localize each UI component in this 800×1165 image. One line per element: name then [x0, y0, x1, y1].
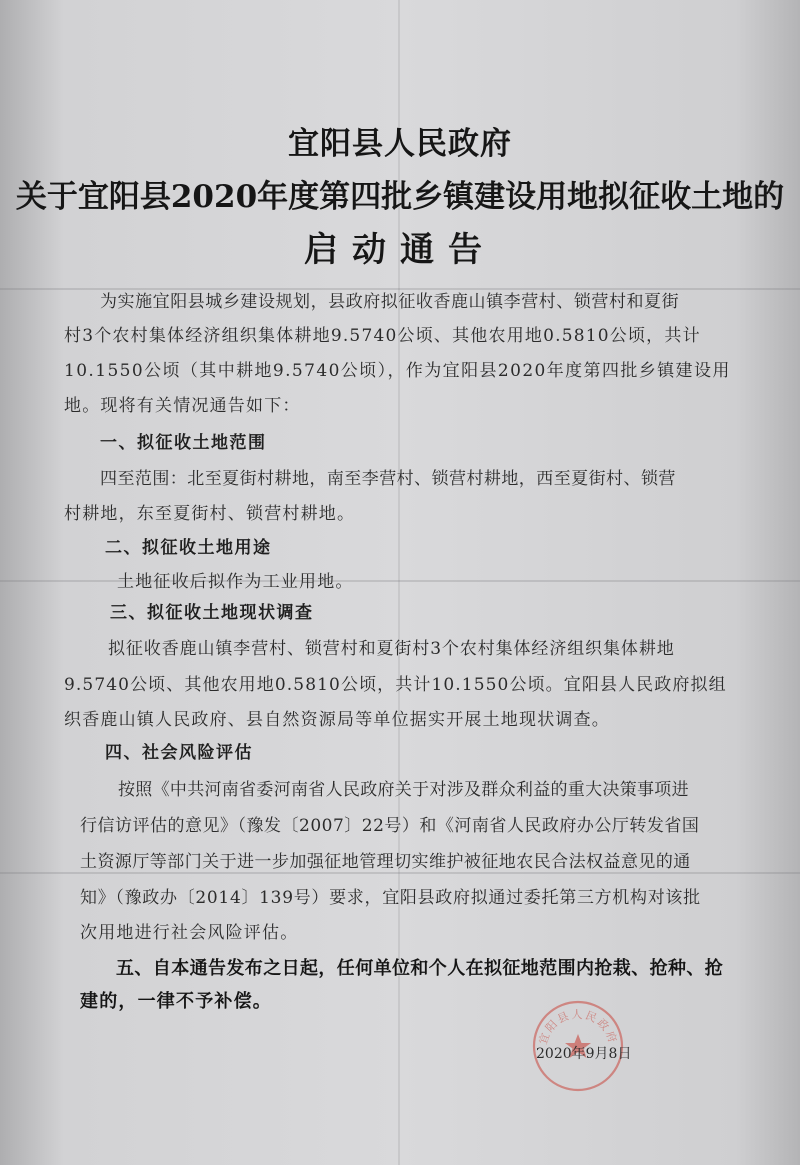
section-3-heading: 三、拟征收土地现状调查	[110, 603, 314, 623]
section-3-line: 9.5740公顷、其他农用地0.5810公顷，共计10.1550公顷。宜阳县人民政府拟组	[64, 675, 727, 695]
section-4-line: 按照《中共河南省委河南省人民政府关于对涉及群众利益的重大决策事项进	[118, 780, 689, 800]
intro-line: 10.1550公顷（其中耕地9.5740公顷），作为宜阳县2020年度第四批乡镇建设用	[64, 361, 731, 381]
section-4-line: 土资源厅等部门关于进一步加强征地管理切实维护被征地农民合法权益意见的通	[80, 852, 691, 872]
intro-line: 村3个农村集体经济组织集体耕地9.5740公顷、其他农用地0.5810公顷，共计	[64, 326, 701, 346]
paper-fold-line	[0, 288, 800, 290]
section-3-line: 拟征收香鹿山镇李营村、锁营村和夏街村3个农村集体经济组织集体耕地	[108, 639, 675, 659]
section-1-heading: 一、拟征收土地范围	[100, 433, 267, 453]
notice-type-title: 启动通告	[304, 230, 496, 270]
paper-fold-line	[0, 872, 800, 874]
section-2-line: 土地征收后拟作为工业用地。	[117, 572, 354, 592]
section-2-heading: 二、拟征收土地用途	[105, 538, 272, 558]
section-4-heading: 四、社会风险评估	[105, 743, 253, 763]
section-5-line: 建的，一律不予补偿。	[80, 991, 272, 1012]
section-1-line: 村耕地，东至夏街村、锁营村耕地。	[64, 504, 356, 524]
intro-line: 为实施宜阳县城乡建设规划，县政府拟征收香鹿山镇李营村、锁营村和夏街	[100, 292, 680, 312]
intro-line: 地。现将有关情况通告如下：	[64, 396, 301, 416]
notice-subject-title: 关于宜阳县2020年度第四批乡镇建设用地拟征收土地的	[15, 179, 785, 215]
section-4-line: 次用地进行社会风险评估。	[80, 923, 299, 943]
section-5-line: 五、自本通告发布之日起，任何单位和个人在拟征地范围内抢栽、抢种、抢	[116, 958, 724, 979]
section-1-line: 四至范围：北至夏街村耕地，南至李营村、锁营村耕地，西至夏街村、锁营	[100, 469, 676, 489]
issue-date: 2020年9月8日	[536, 1046, 632, 1062]
section-4-line: 行信访评估的意见》（豫发〔2007〕22号）和《河南省人民政府办公厅转发省国	[80, 816, 700, 836]
section-4-line: 知》（豫政办〔2014〕139号）要求，宜阳县政府拟通过委托第三方机构对该批	[80, 888, 701, 908]
section-3-line: 织香鹿山镇人民政府、县自然资源局等单位据实开展土地现状调查。	[64, 710, 610, 730]
issuer-title: 宜阳县人民政府	[288, 126, 512, 162]
svg-text:宜阳县人民政府: 宜阳县人民政府	[536, 1008, 620, 1047]
